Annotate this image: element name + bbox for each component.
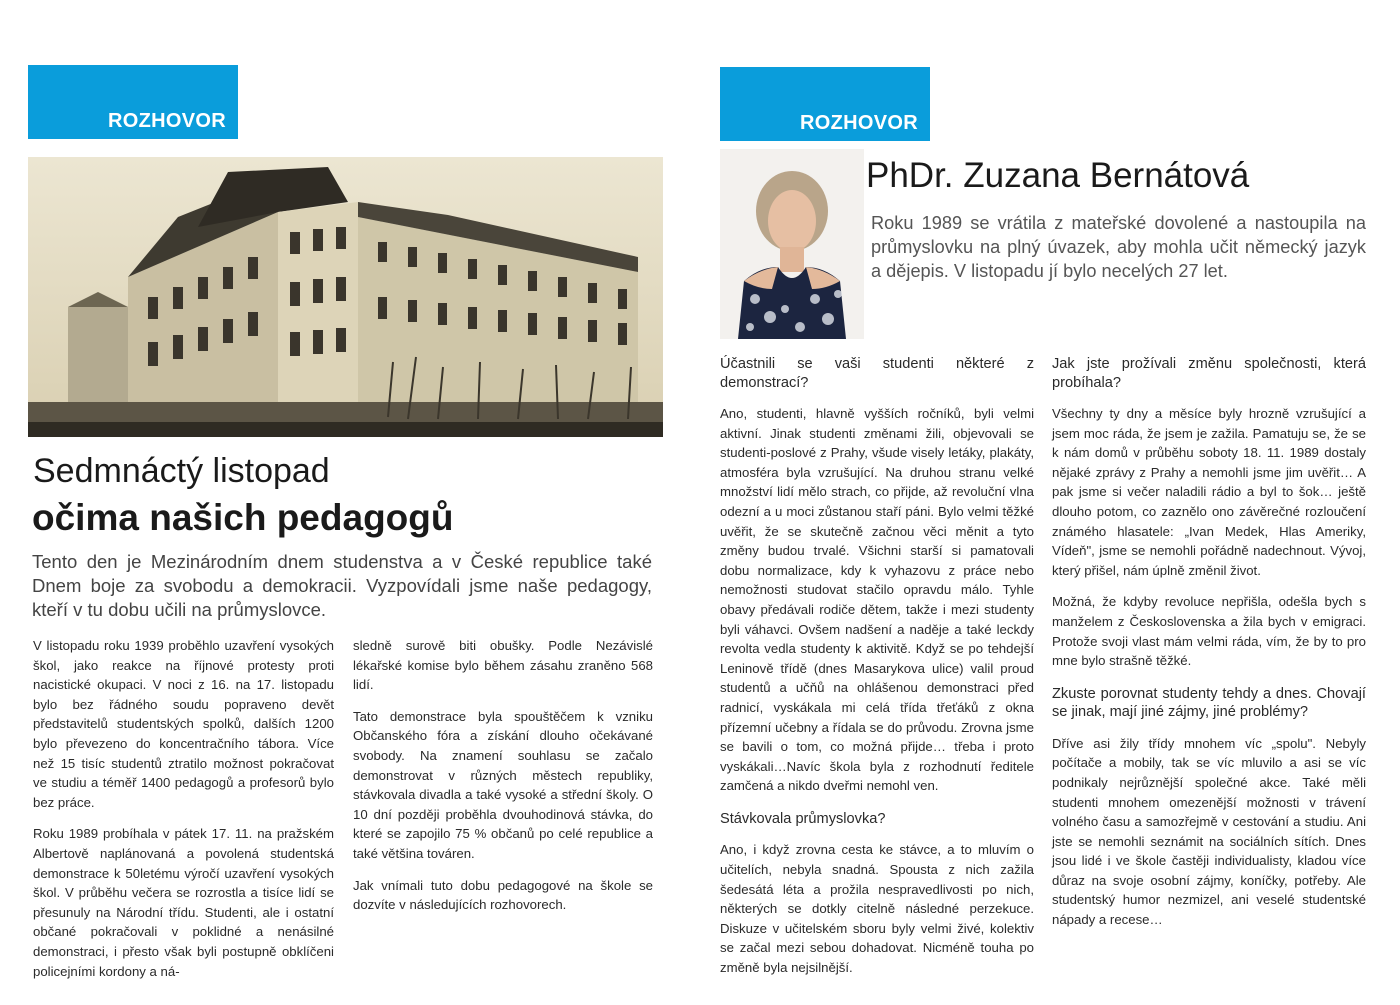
interview-column-1	[720, 355, 1034, 990]
article-title-line1: Sedmnáctý listopad	[33, 452, 330, 490]
interview-question: Účastnili se vaši studenti některé z demonstrací?	[720, 356, 1034, 391]
paragraph: Jak vnímali tuto dobu pedagogové na škole se dozvíte v následujících rozhovorech.	[353, 877, 653, 913]
section-tag-label: ROZHOVOR	[108, 110, 226, 132]
interview-answer: Možná, že kdyby revoluce nepřišla, odešla bych s manželem z Československa a žila bych v emigraci. Protože svoji vlast mám velmi ráda, vím, že by to pro mne bylo strašně těžké.	[1052, 594, 1366, 669]
portrait-photo	[720, 149, 864, 339]
article-title-line2: očima našich pedagogů	[32, 497, 454, 538]
section-tag-right	[720, 67, 930, 141]
interviewee-name: PhDr. Zuzana Bernátová	[866, 156, 1250, 195]
section-tag-label: ROZHOVOR	[800, 112, 918, 134]
paragraph: Tato demonstrace byla spouštěčem k vzniku Občanského fóra a získání dlouho očekávané svobody. Na znamení souhlasu se začalo demonstrovat v různých městech republiky, stávkovala divadla a také vysoké a střední školy. O 10 dní později proběhla dvouhodinová stávka, do které se zapojilo 75 % občanů po celé republice a také většina továren.	[353, 708, 653, 861]
interview-question: Jak jste prožívali změnu společnosti, která probíhala?	[1052, 356, 1366, 391]
interview-answer: Všechny ty dny a měsíce byly hrozně vzrušující a jsem moc ráda, že jsem je zažila. Pamatuju se, že se k nám domů v průběhu soboty 18. 11. 1989 dostaly nějaké zprávy z Prahy a nemohli jsme jim uvěřit… A pak jsme si večer naladili rádio a byl to šok… ještě dlouho potom, co zaznělo ono závěrečné rozloučení známého hlasatele: „Ivan Medek, Hlas Ameriky, Vídeň", jsme se nemohli pořádně nadechnout. Vývoj, který přišel, nám úplně změnil život.	[1052, 406, 1366, 578]
building-illustration	[28, 157, 663, 437]
historic-building-photo	[28, 157, 663, 437]
interviewee-intro: Roku 1989 se vrátila z mateřské dovolené a nastoupila na průmyslovku na plný úvazek, aby mohla učit německý jazyk a dějepis. V listopadu jí bylo necelých 27 let.	[871, 213, 1366, 281]
paragraph: Roku 1989 probíhala v pátek 17. 11. na pražském Albertově naplánovaná a povolená studentská demonstrace k 50letému výročí uzavření vysokých škol. V průběhu večera se rozrostla a tisíce lidí se přesunuly na Národní třídu. Studenti, ale i ostatní občané pokračovali v poklidné a nenásilné demonstraci, i přesto však byli postupně obklíčeni policejními kordony a ná-	[33, 826, 334, 979]
section-tag-left	[28, 65, 238, 139]
interview-answer: Ano, i když zrovna cesta ke stávce, a to mluvím o učitelích, nebyla snadná. Spousta z nich zažila šedesátá léta a prožila nespravedlivosti po nich, některých se dotkly citelně následné perzekuce. Diskuze v učitelském sboru byly velmi živé, kolektiv se začal mezi sebou dohadovat. Nicméně touha po změně byla nejsilnější.	[720, 842, 1034, 975]
paragraph: sledně surově biti obušky. Podle Nezávislé lékařské komise bylo během zásahu zraněno 568 lidí.	[353, 638, 653, 693]
article-column-2	[353, 636, 653, 927]
interview-answer: Ano, studenti, hlavně vyšších ročníků, byli velmi aktivní. Jinak studenti změnami žili, objevovali se studenti-poslové z Prahy, všude visely letáky, plakáty, atmosféra byla vzrušující. Na druhou stranu velké množství lidí mělo strach, co přijde, až revoluční vlna odezní a u moci zůstanou staří páni. Bylo velmi těžké uvěřit, že se skutečně začnou věci měnit a tyto změny budou trvalé. Všichni starší si pamatovali dobu normalizace, kdy k vyhazovu z práce nebo nemožnosti studovat stačilo opravdu málo. Tyhle obavy předávali rodiče dětem, takže i mezi studenty byli váhavci. Ovšem nadšení a naděje a také leckdy revolta vedla studenty k aktivitě. Když se po tehdejší Leninově třídě (dnes Masarykova ulice) valil proud studentů a učňů na ohlášenou demonstraci před radnicí, vyskákala mi celá třída třeťáků z okna přízemní učebny a řídala se do průvodu. Zrovna jsme se bavili o tom, co možná přijde… třeba i proto vyskákali…Navíc škola byla z rozhodnutí ředitele zamčená a nikdo dveřmi nemohl ven.	[720, 406, 1034, 794]
article-column-1	[33, 636, 334, 993]
portrait-illustration	[720, 149, 864, 339]
article-lead: Tento den je Mezinárodním dnem studenstva a v České republice také Dnem boje za svobodu a demokracii. Vyzpovídali jsme naše pedagogy, kteří v tu dobu učili na průmyslovce.	[32, 551, 652, 620]
interview-question: Zkuste porovnat studenty tehdy a dnes. Chovají se jinak, mají jiné zájmy, jiné problémy?	[1052, 685, 1366, 721]
interview-question: Stávkovala průmyslovka?	[720, 810, 886, 827]
interview-answer: Dříve asi žily třídy mnohem víc „spolu". Nebyly počítače a mobily, tak se víc mluvilo a asi se víc podnikaly nejrůznější společné akce. Také měli studenti mnohem omezenější možnosti v trávení volného času a samozřejmě v cestování a studiu. Ani jste se nemohli seznámit na sociálních sítích. Dnes jsou lidé i ve škole častěji individualisty, kladou více důraz na svoje osobní zájmy, koníčky, potřeby. Ale studentský humor nezmizel, ani veselé studentské nápady a recese…	[1052, 735, 1366, 928]
paragraph: V listopadu roku 1939 proběhlo uzavření vysokých škol, jako reakce na říjnové protesty proti nacistické okupaci. V noci z 16. na 17. listopadu bylo bez řádného soudu popraveno devět představitelů studentských spolků, dalších 1200 bylo převezeno do koncentračního tábora. Více než 15 tisíc studentů ztratilo možnost pokračovat ve studiu a téměř 1400 pedagogů a profesorů bylo bez práce.	[33, 638, 334, 810]
interview-column-2	[1052, 355, 1366, 942]
